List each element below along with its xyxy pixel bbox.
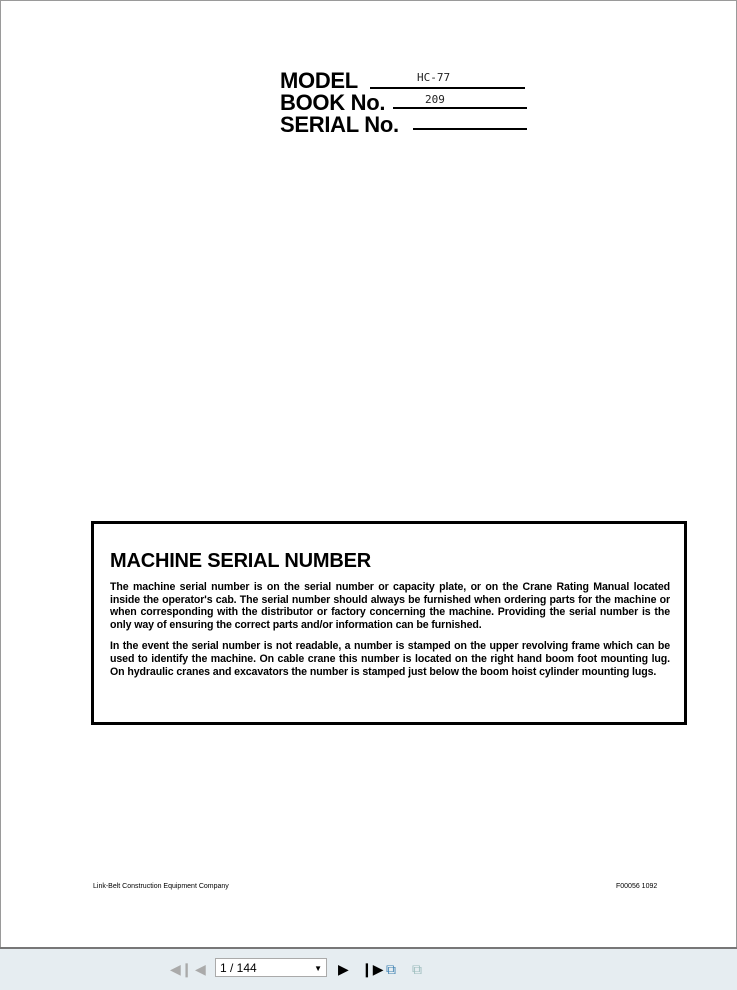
- notice-paragraph: In the event the serial number is not readable, a number is stamped on the upper revolving frame which can be used to identify the machine. On cable crane this number is located on the right hand boom foot mounting lug. On hydraulic cranes and excavators the number is stamped just below the boom hoist cylinder mounting lugs.: [110, 640, 670, 678]
- model-label: MODEL: [280, 68, 358, 93]
- footer-code: F00056 1092: [616, 883, 658, 890]
- book-label: BOOK No.: [280, 90, 386, 115]
- viewer-toolbar: [0, 947, 737, 990]
- serial-label: SERIAL No.: [280, 112, 399, 137]
- serial-number-notice: [91, 521, 687, 725]
- model-line: [370, 87, 525, 89]
- model-value: HC-77: [417, 71, 451, 84]
- serial-line: [413, 128, 527, 130]
- footer-company: Link-Belt Construction Equipment Company: [93, 883, 229, 890]
- two-page-view-icon[interactable]: ⧉: [412, 961, 422, 977]
- notice-title: MACHINE SERIAL NUMBER: [110, 550, 371, 572]
- single-page-view-icon[interactable]: ⧉: [386, 961, 396, 977]
- next-page-icon[interactable]: ▶: [338, 961, 349, 977]
- page-number-select[interactable]: [215, 958, 327, 977]
- previous-page-icon[interactable]: ◀: [195, 961, 206, 977]
- book-value: 209: [425, 93, 445, 106]
- chevron-down-icon[interactable]: ▼: [314, 964, 322, 973]
- notice-paragraph: The machine serial number is on the serial number or capacity plate, or on the Crane Rating Manual located inside the operator's cab. The serial number should always be furnished when ordering parts for the machine or when corresponding with the distributor or factory concerning the machine. Providing the serial number is the only way of ensuring the correct parts and/or information can be furnished.: [110, 581, 670, 631]
- first-page-icon[interactable]: ◀❙: [170, 961, 193, 977]
- book-line: [393, 107, 527, 109]
- last-page-icon[interactable]: ❙▶: [361, 961, 384, 977]
- page-indicator: 1 / 144: [220, 961, 257, 975]
